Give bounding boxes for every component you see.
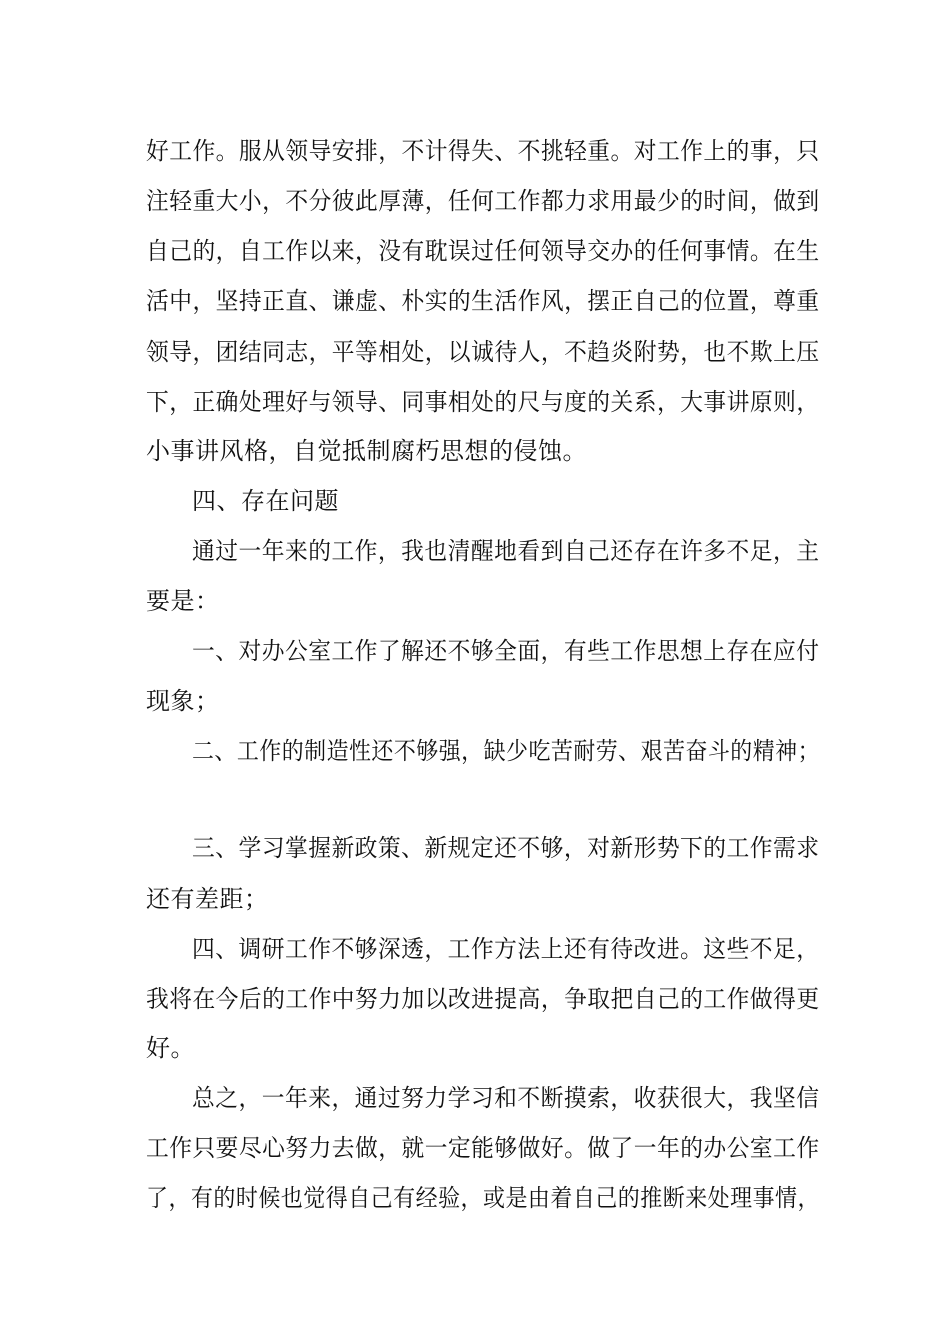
text-line: 了，有的时候也觉得自己有经验，或是由着自己的推断来处理事情， — [146, 1184, 820, 1212]
text-line: 二、工作的制造性还不够强，缺少吃苦耐劳、艰苦奋斗的精神； — [192, 737, 821, 765]
text-line: 要是： — [146, 587, 220, 615]
text-line: 四、调研工作不够深透，工作方法上还有待改进。这些不足， — [192, 935, 820, 963]
text-line: 我将在今后的工作中努力加以改进提高，争取把自己的工作做得更 — [146, 985, 820, 1013]
text-line: 注轻重大小，不分彼此厚薄，任何工作都力求用最少的时间，做到 — [146, 187, 820, 215]
text-line: 总之，一年来，通过努力学习和不断摸索，收获很大，我坚信 — [192, 1084, 820, 1112]
text-line: 领导，团结同志，平等相处，以诚待人，不趋炎附势，也不欺上压 — [146, 338, 820, 366]
text-line: 一、对办公室工作了解还不够全面，有些工作思想上存在应付 — [192, 637, 820, 665]
text-line: 活中，坚持正直、谦虚、朴实的生活作风，摆正自己的位置，尊重 — [146, 287, 820, 315]
text-line: 好。 — [146, 1034, 195, 1062]
text-line: 好工作。服从领导安排，不计得失、不挑轻重。对工作上的事，只 — [146, 137, 820, 165]
text-line: 三、学习掌握新政策、新规定还不够，对新形势下的工作需求 — [192, 834, 820, 862]
text-line: 下，正确处理好与领导、同事相处的尺与度的关系，大事讲原则， — [146, 388, 820, 416]
text-line: 自己的，自工作以来，没有耽误过任何领导交办的任何事情。在生 — [146, 237, 820, 265]
text-line: 通过一年来的工作，我也清醒地看到自己还存在许多不足，主 — [192, 537, 820, 565]
text-line: 工作只要尽心努力去做，就一定能够做好。做了一年的办公室工作 — [146, 1134, 820, 1162]
section-heading: 四、存在问题 — [192, 487, 339, 515]
text-line: 还有差距； — [146, 885, 269, 913]
text-line: 现象； — [146, 687, 220, 715]
text-line: 小事讲风格，自觉抵制腐朽思想的侵蚀。 — [146, 437, 587, 465]
